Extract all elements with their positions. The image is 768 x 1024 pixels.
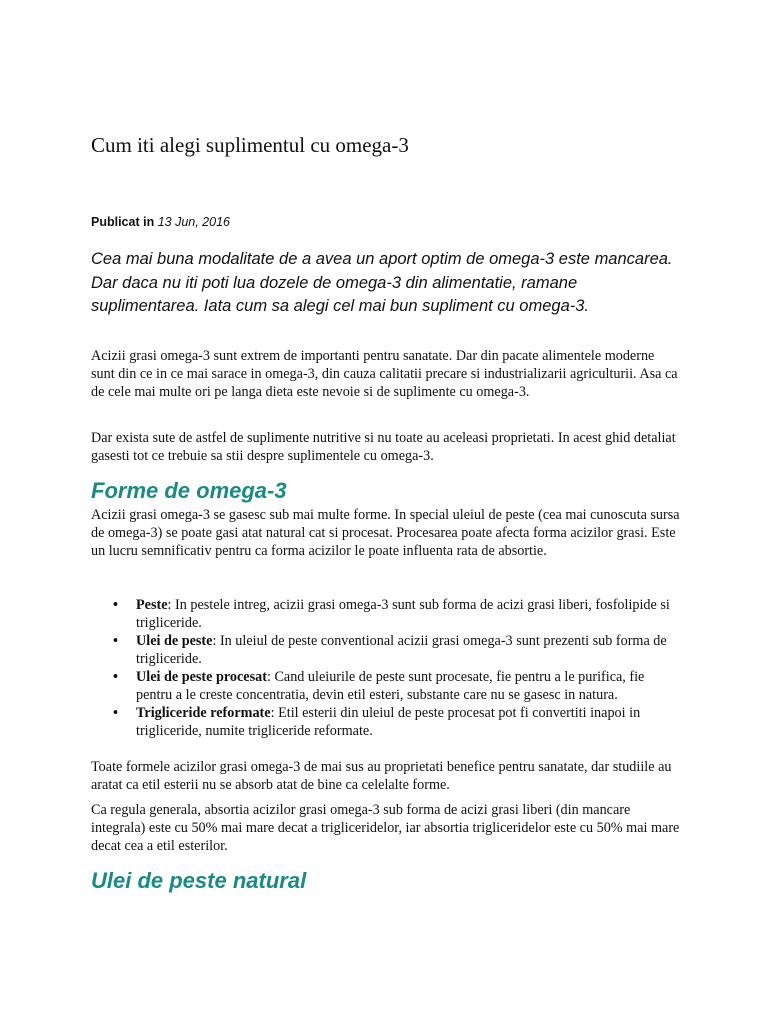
list-item-term: Ulei de peste [136,633,213,649]
list-item [91,596,681,632]
list-item-term: Trigliceride reformate [136,705,271,721]
list-item-text: : In pestele intreg, acizii grasi omega-3 sunt sub forma de acizi grasi liberi, fosfolipide si trigliceride. [136,597,670,631]
intro-paragraph-2: Dar exista sute de astfel de suplimente nutritive si nu toate au aceleasi proprietati. In acest ghid detaliat gasesti tot ce trebuie sa stii despre suplimentele cu omega-3. [91,430,676,464]
list-item [91,668,681,704]
publish-date: 13 Jun, 2016 [157,215,230,229]
section-heading-ulei: Ulei de peste natural [91,868,307,893]
bullet-icon: • [113,633,118,649]
after-paragraph-1: Toate formele acizilor grasi omega-3 de mai sus au proprietati benefice pentru sanatate, dar studiile au aratat ca etil esterii nu se absorb atat de bine ca celelalte forme. [91,759,672,793]
bullet-icon: • [113,669,118,685]
list-item-text: : In uleiul de peste conventional acizii grasi omega-3 sunt prezenti sub forma de trigliceride. [136,633,667,667]
list-item-term: Peste [136,597,168,613]
publish-meta [91,214,230,230]
list-item-text: : Cand uleiurile de peste sunt procesate, fie pentru a le purifica, fie pentru a le creste concentratia, devin etil esteri, substante care nu se gasesc in natura. [136,669,645,703]
section-heading-forme: Forme de omega-3 [91,478,287,503]
list-item [91,704,681,740]
publish-label: Publicat in [91,215,155,229]
lead-paragraph: Cea mai buna modalitate de a avea un aport optim de omega-3 este mancarea. Dar daca nu iti poti lua dozele de omega-3 din alimentatie, ramane suplimentarea. Iata cum sa alegi cel mai bun supliment cu omega-3. [91,250,673,315]
omega3-forms-list [91,596,681,740]
list-item [91,632,681,668]
bullet-icon: • [113,597,118,613]
list-item-term: Ulei de peste procesat [136,669,267,685]
page-title: Cum iti alegi suplimentul cu omega-3 [91,133,409,157]
bullet-icon: • [113,705,118,721]
section-paragraph: Acizii grasi omega-3 se gasesc sub mai multe forme. In special uleiul de peste (cea mai cunoscuta sursa de omega-3) se poate gasi atat natural cat si procesat. Procesarea poate afecta forma acizilor grasi. Este un lucru semnificativ pentru ca forma acizilor le poate influenta rata de absortie. [91,507,680,559]
intro-paragraph-1: Acizii grasi omega-3 sunt extrem de importanti pentru sanatate. Dar din pacate alimentele moderne sunt din ce in ce mai sarace in omega-3, din cauza calitatii precare si industrializarii agriculturii. Asa ca de cele mai multe ori pe langa dieta este nevoie si de suplimente cu omega-3. [91,348,678,400]
after-paragraph-2: Ca regula generala, absortia acizilor grasi omega-3 sub forma de acizi grasi liberi (din mancare integrala) este cu 50% mai mare decat a trigliceridelor, iar absortia trigliceridelor este cu 50% mai mare decat cea a etil esterilor. [91,802,680,854]
list-item-text: : Etil esterii din uleiul de peste procesat pot fi convertiti inapoi in trigliceride, numite trigliceride reformate. [136,705,641,739]
